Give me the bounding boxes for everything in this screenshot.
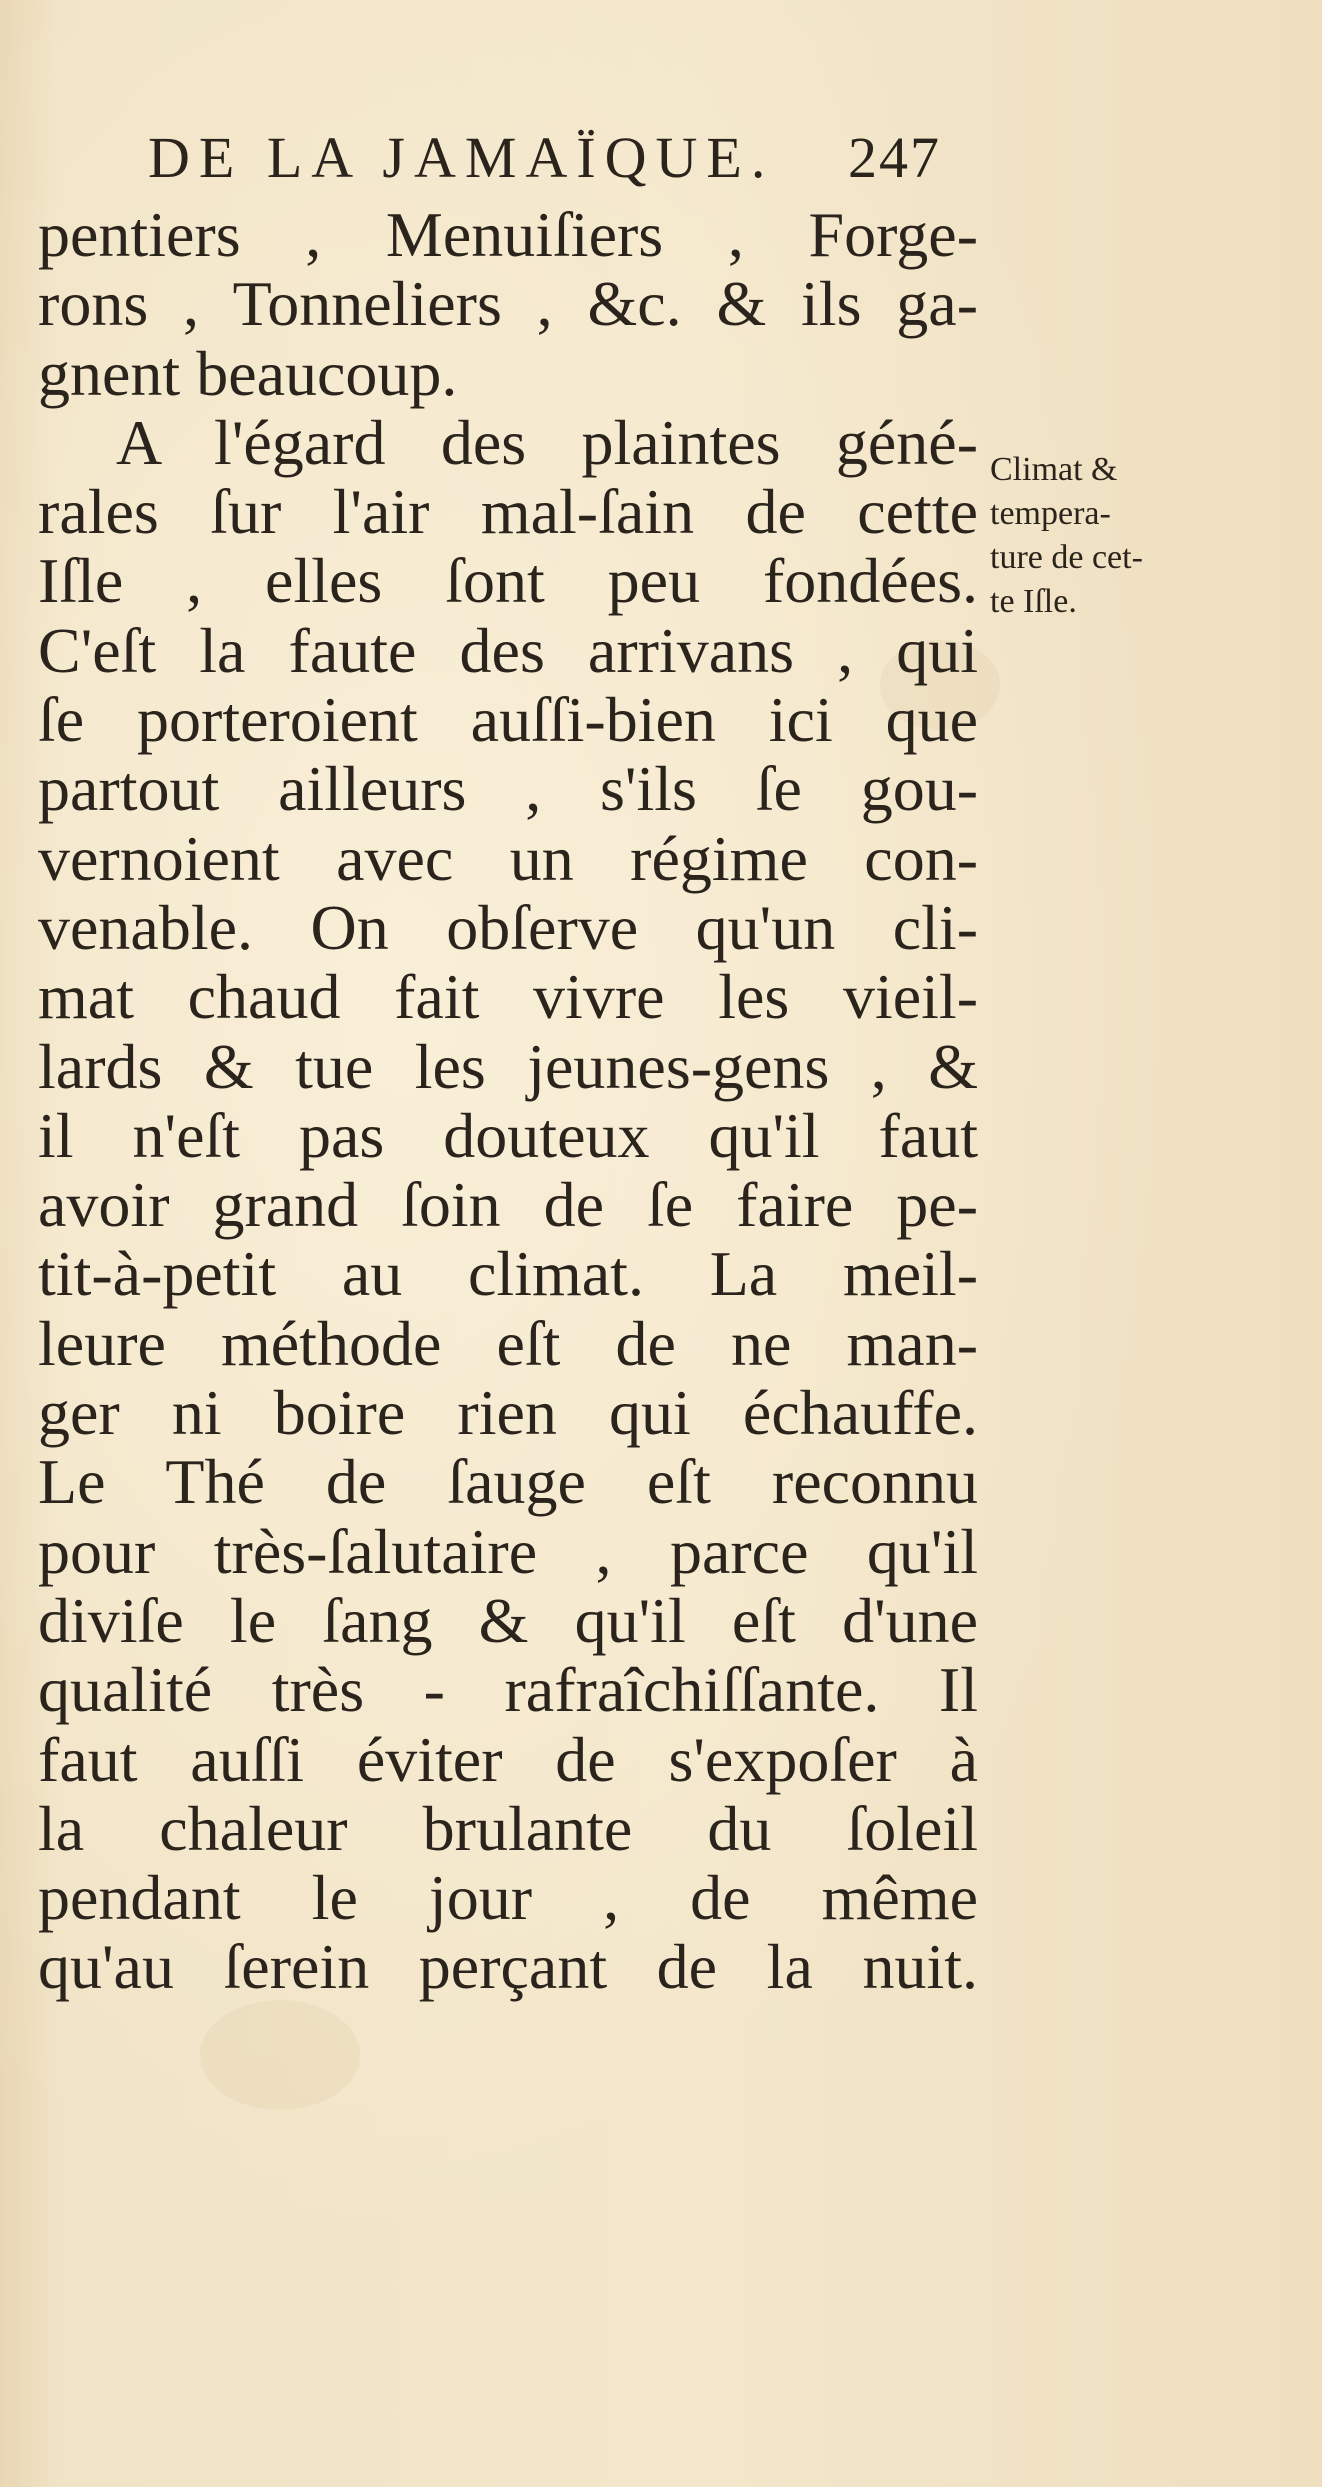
text-line: diviſe le ſang & qu'il eſt d'une [38, 1584, 978, 1656]
body-text [38, 200, 978, 2002]
page-number: 247 [848, 125, 941, 190]
text-line: avoir grand ſoin de ſe faire pe- [38, 1169, 978, 1241]
text-line: qu'au ſerein perçant de la nuit. [38, 1931, 978, 2003]
running-title: DE LA JAMAÏQUE. [148, 125, 775, 190]
text-line: ger ni boire rien qui échauffe. [38, 1377, 978, 1449]
text-line: pour très-ſalutaire , parce qu'il [38, 1515, 978, 1587]
text-line: la chaleur brulante du ſoleil [38, 1792, 978, 1864]
text-line: partout ailleurs , s'ils ſe gou- [38, 753, 978, 825]
text-line: rons , Tonneliers , &c. & ils ga- [38, 268, 978, 340]
text-line: pendant le jour , de même [38, 1862, 978, 1934]
margin-note [990, 448, 1220, 624]
margin-note-line: tempera- [990, 495, 1111, 532]
text-line: leure méthode eſt de ne man- [38, 1307, 978, 1379]
text-line: gnent beaucoup. [38, 337, 458, 409]
text-line: rales ſur l'air mal-ſain de cette [38, 476, 978, 548]
text-line: lards & tue les jeunes-gens , & [38, 1030, 978, 1102]
margin-note-line: ture de cet- [990, 539, 1143, 576]
text-line: vernoient avec un régime con- [38, 822, 978, 894]
paper-stain [200, 2000, 360, 2110]
text-line: tit-à-petit au climat. La meil- [38, 1238, 978, 1310]
text-line: ſe porteroient auſſi-bien ici que [38, 684, 978, 756]
text-line: qualité très - rafraîchiſſante. Il [38, 1654, 978, 1726]
text-line: venable. On obſerve qu'un cli- [38, 891, 978, 963]
text-line: mat chaud fait vivre les vieil- [38, 961, 978, 1033]
running-head [148, 118, 998, 198]
text-line: faut auſſi éviter de s'expoſer à [38, 1723, 978, 1795]
text-line: il n'eſt pas douteux qu'il faut [38, 1099, 978, 1171]
text-line: Iſle , elles ſont peu fondées. [38, 545, 978, 617]
text-line: Le Thé de ſauge eſt reconnu [38, 1446, 978, 1518]
text-line: pentiers , Menuiſiers , Forge- [38, 199, 978, 270]
margin-note-line: te Iſle. [990, 583, 1077, 620]
margin-note-line: Climat & [990, 451, 1118, 488]
text-line: A l'égard des plaintes géné- [116, 406, 978, 478]
text-line: C'eſt la faute des arrivans , qui [38, 614, 978, 686]
